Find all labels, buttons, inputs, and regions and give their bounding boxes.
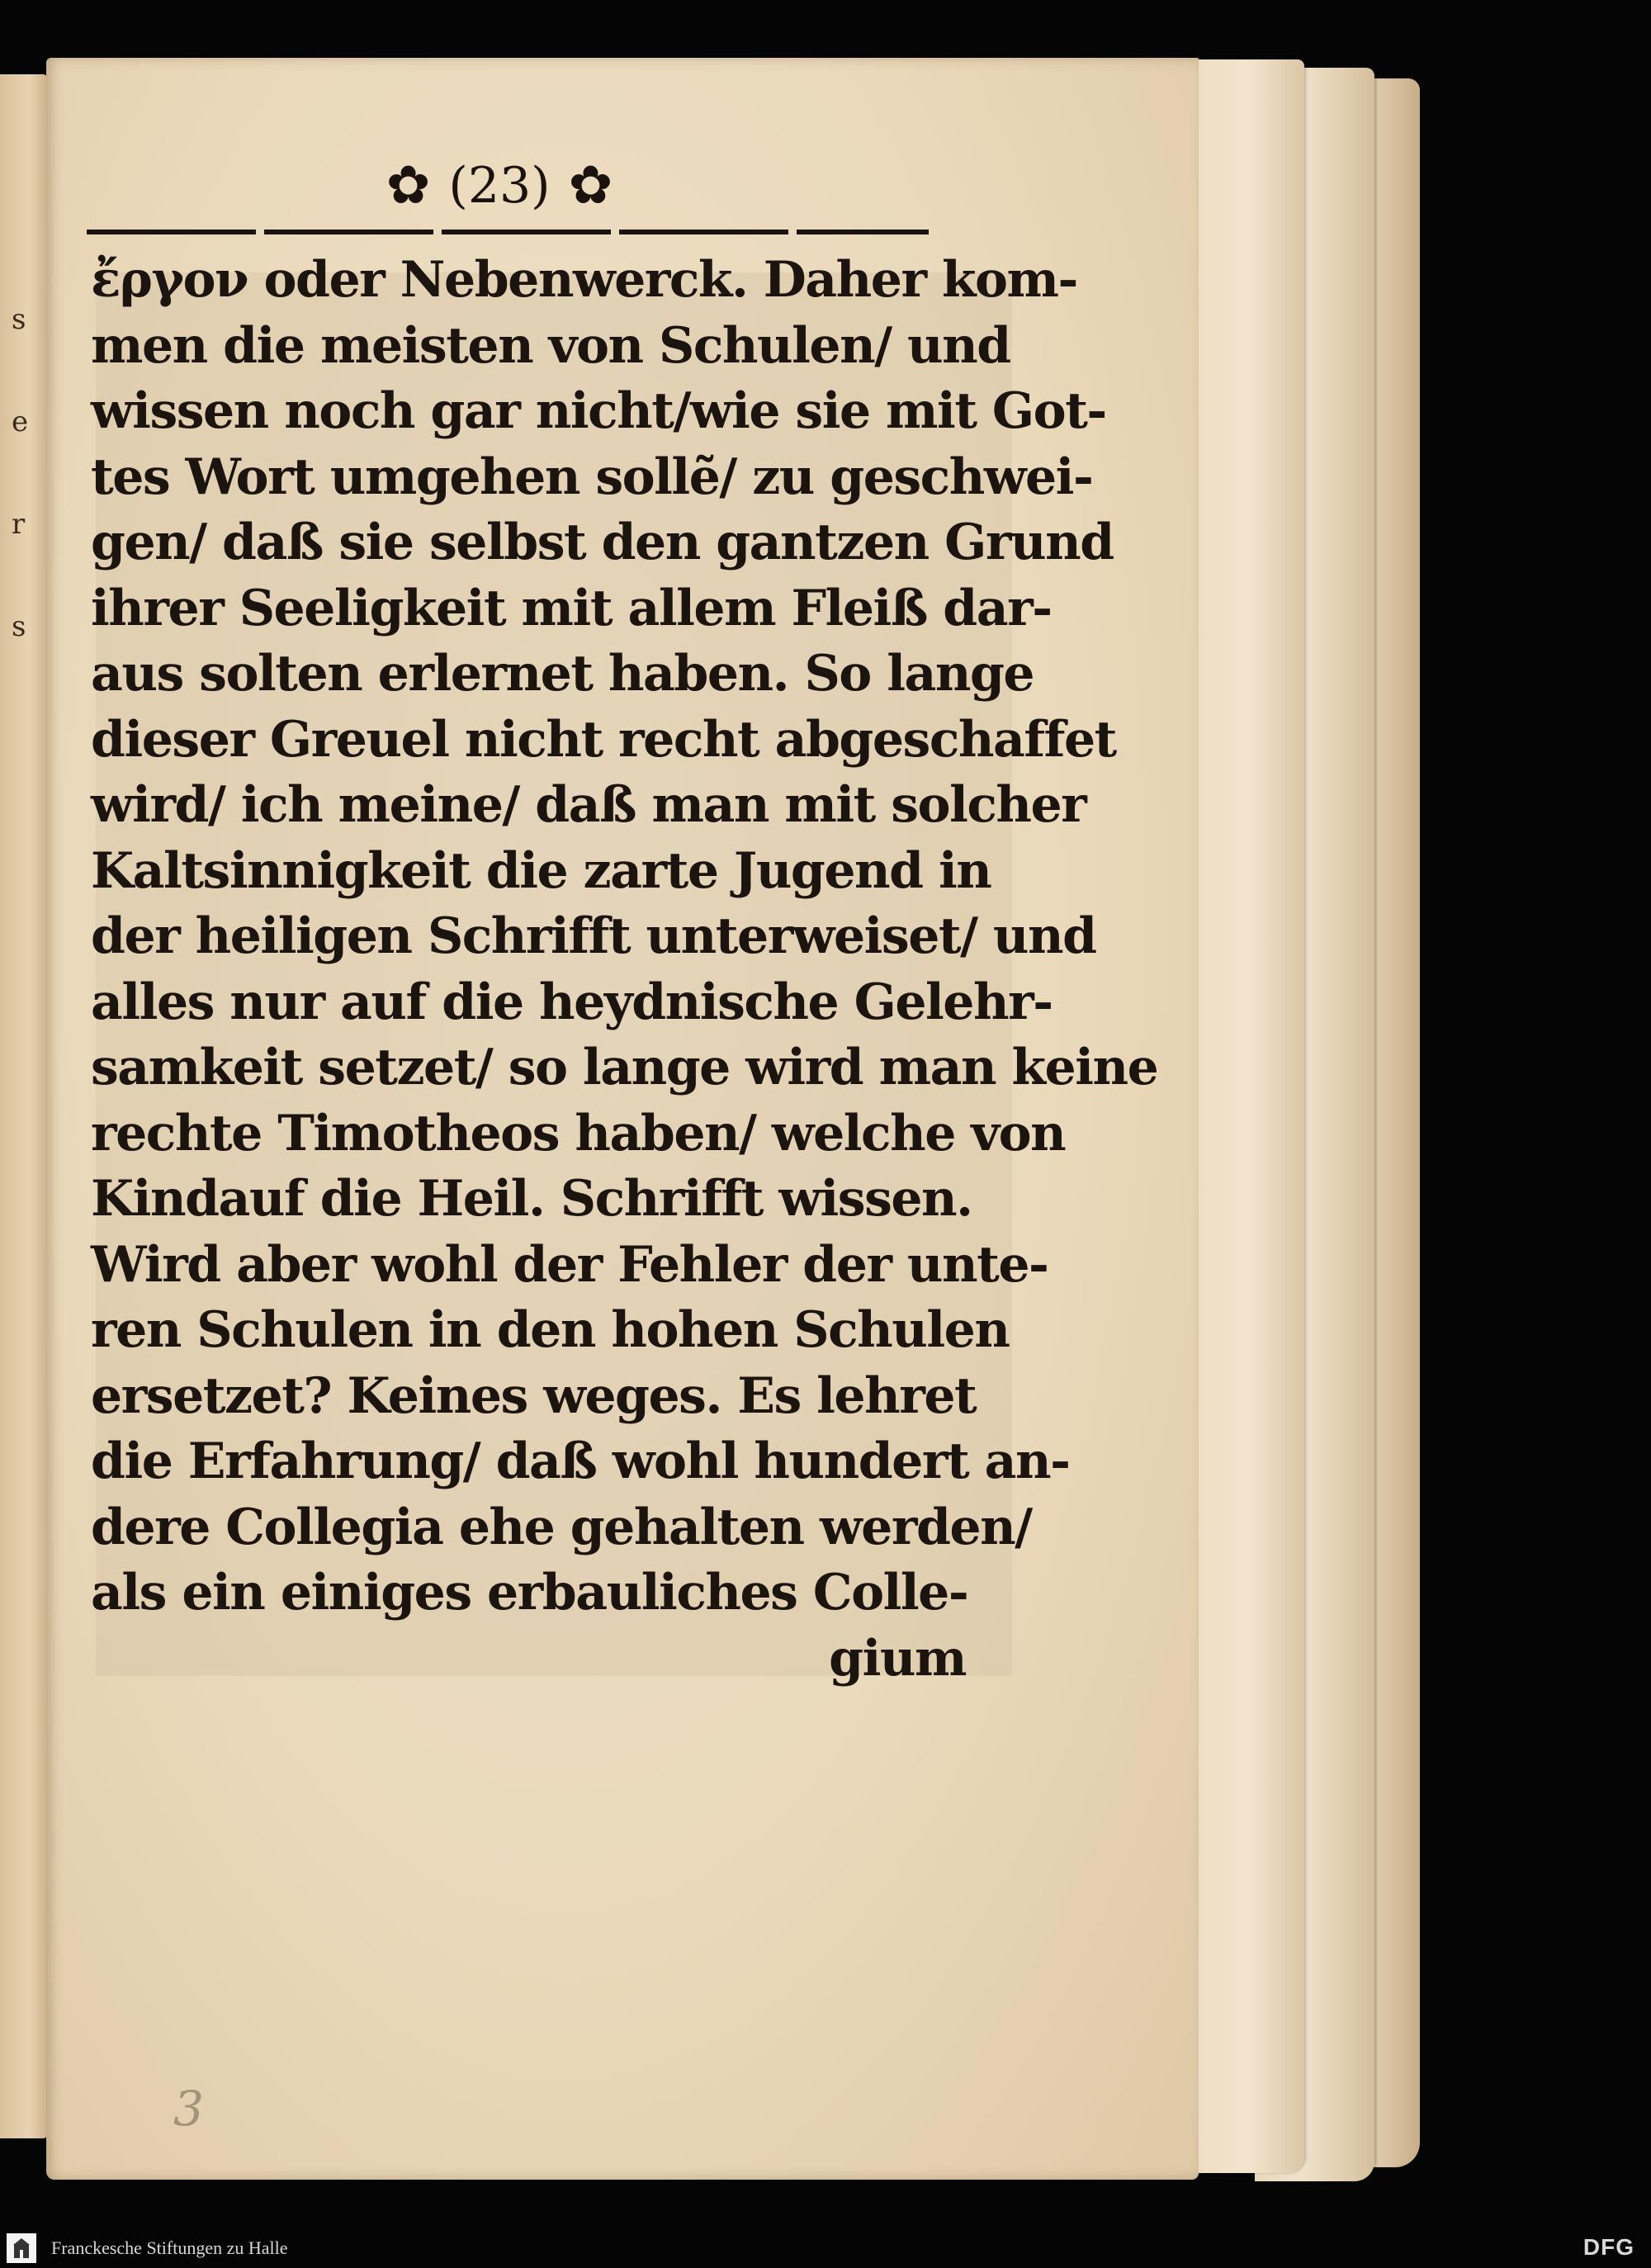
text-line: ren Schulen in den hohen Schulen	[91, 1301, 1010, 1359]
page-stack-edge	[1189, 59, 1304, 2173]
header-rule	[87, 230, 929, 234]
dfg-logo[interactable]: DFG	[1582, 2234, 1634, 2260]
viewer-footer	[0, 2228, 1651, 2268]
text-line: gen/ daß sie selbst den gantzen Grund	[91, 514, 1114, 571]
text-line: wird/ ich meine/ daß man mit solcher	[91, 776, 1086, 834]
left-mark: s	[12, 610, 26, 643]
left-page-marks	[12, 305, 36, 715]
ornament-icon: ✿	[386, 155, 431, 216]
institution-logo-icon[interactable]	[7, 2233, 36, 2263]
text-line: Kindauf die Heil. Schrifft wissen.	[91, 1170, 972, 1228]
text-line: als ein einiges erbauliches Colle-	[91, 1564, 968, 1622]
body-text	[91, 248, 1158, 1692]
text-line: ersetzet? Keines weges. Es lehret	[91, 1366, 977, 1425]
text-line: die Erfahrung/ daß wohl hundert an-	[91, 1432, 1070, 1490]
text-line: Wird aber wohl der Fehler der unte-	[91, 1235, 1048, 1294]
text-line: der heiligen Schrifft unterweiset/ und	[91, 907, 1096, 965]
pencil-mark: 3	[173, 2081, 204, 2137]
building-icon	[12, 2237, 31, 2260]
text-line: aus solten erlernet haben. So lange	[91, 645, 1034, 703]
text-line: wissen noch gar nicht/wie sie mit Got-	[91, 382, 1106, 440]
text-line: dieser Greuel nicht recht abgeschaffet	[91, 710, 1116, 769]
text-line: alles nur auf die heydnische Gelehr-	[91, 973, 1053, 1031]
left-mark: e	[12, 405, 29, 438]
text-line: rechte Timotheos haben/ welche von	[91, 1104, 1066, 1162]
left-mark: s	[12, 303, 26, 336]
text-line: tes Wort umgehen sollẽ/ zu geschwei-	[91, 447, 1093, 506]
previous-page-edge	[0, 74, 48, 2138]
text-line: ihrer Seeligkeit mit allem Fleiß dar-	[91, 579, 1052, 637]
page-number: (23)	[448, 157, 551, 215]
ornament-icon: ✿	[568, 155, 613, 216]
text-line: dere Collegia ehe gehalten werden/	[91, 1498, 1032, 1556]
catchword: gium	[829, 1629, 966, 1688]
page-header	[326, 149, 673, 223]
text-line: Kaltsinnigkeit die zarte Jugend in	[91, 841, 991, 900]
text-line: ἔργον oder Nebenwerck. Daher kom-	[91, 251, 1077, 309]
left-mark: r	[12, 508, 26, 541]
institution-name: Franckesche Stiftungen zu Halle	[51, 2237, 288, 2258]
text-line: men die meisten von Schulen/ und	[91, 316, 1010, 375]
text-line: samkeit setzet/ so lange wird man keine	[91, 1039, 1158, 1096]
